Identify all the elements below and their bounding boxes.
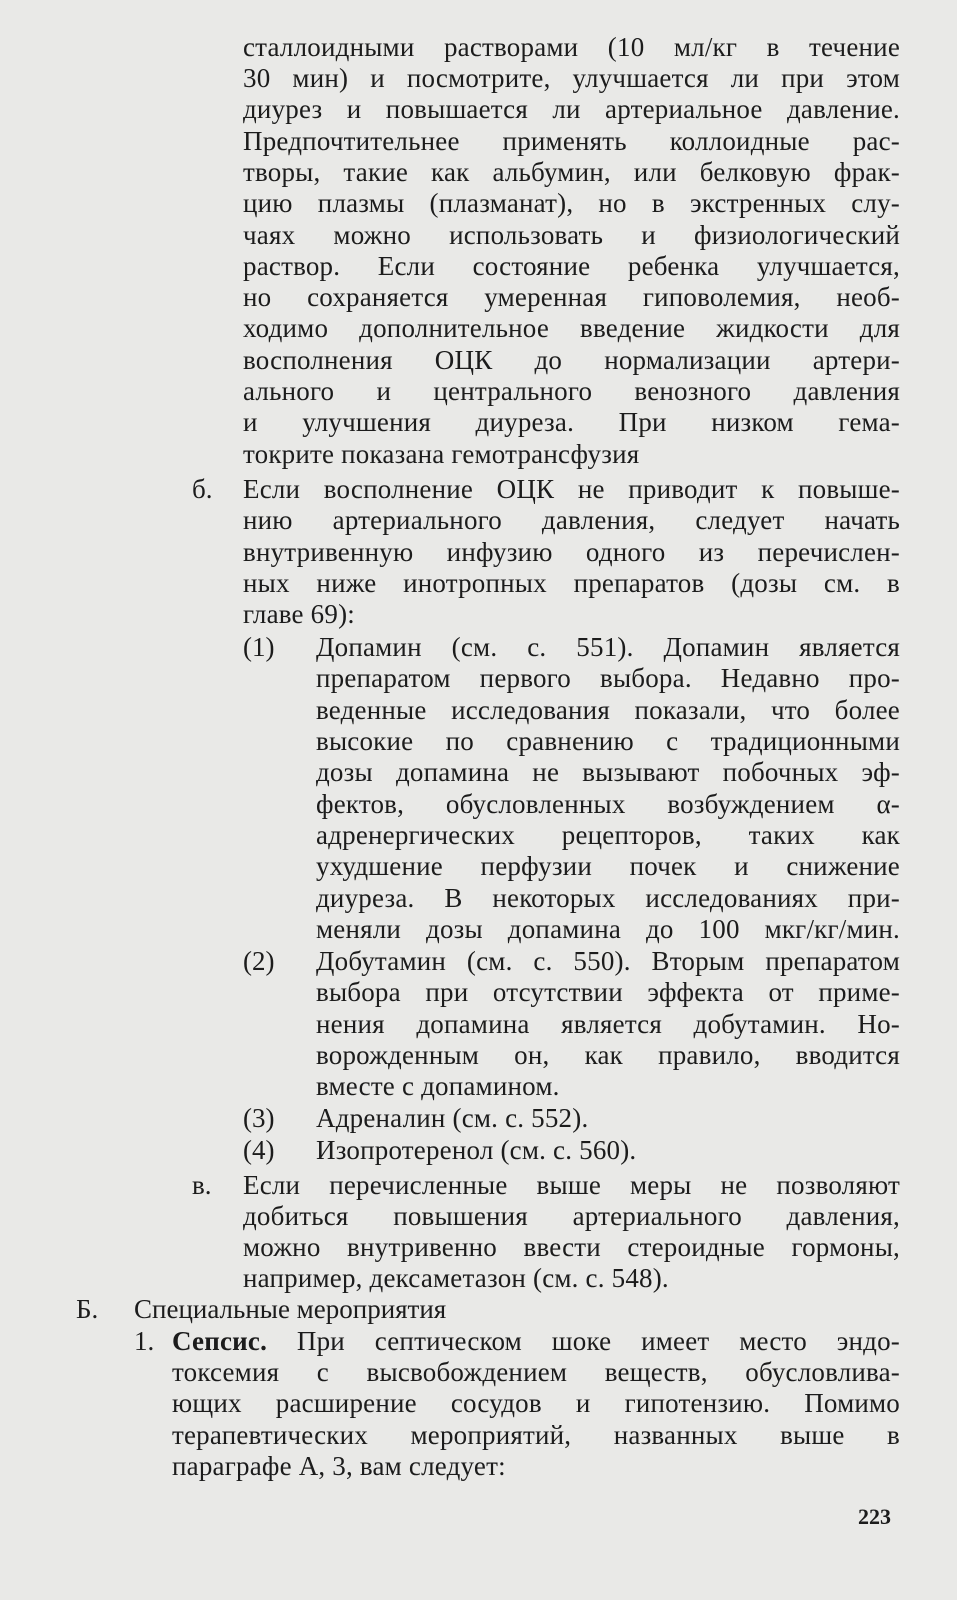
text-line: добиться повышения артериального давления, [243, 1201, 900, 1231]
text-line: токсемия с высвобождением веществ, обусловлива- [172, 1357, 900, 1387]
text-line: например, дексаметазон (см. с. 548). [243, 1263, 669, 1293]
text-line: токрите показана гемотрансфузия [243, 439, 640, 469]
text-line: вместе с допамином. [316, 1071, 560, 1101]
text-line: нию артериального давления, следует начать [243, 505, 900, 535]
text-line: Если восполнение ОЦК не приводит к повыше- [243, 474, 900, 504]
text-line: ального и центрального венозного давления [243, 376, 900, 406]
text-line: меняли дозы допамина до 100 мкг/кг/мин. [316, 914, 900, 944]
list-marker: 1. [134, 1326, 155, 1356]
text-line: чаях можно использовать и физиологический [243, 220, 900, 250]
text-line [172, 1326, 900, 1357]
text-line: выбора при отсутствии эффекта от приме- [316, 977, 900, 1007]
text-line: Если перечисленные выше меры не позволяют [243, 1170, 900, 1200]
text-line: нения допамина является добутамин. Но- [316, 1009, 900, 1039]
text-line: диуреза. В некоторых исследованиях при- [316, 883, 900, 913]
section-title: Специальные мероприятия [134, 1294, 447, 1324]
section-marker: Б. [76, 1294, 99, 1324]
text-line: ухудшение перфузии почек и снижение [316, 851, 900, 881]
text-line: сталлоидными растворами (10 мл/кг в течение [243, 32, 900, 62]
text-line: препаратом первого выбора. Недавно про- [316, 663, 900, 693]
text-line: но сохраняется умеренная гиповолемия, необ- [243, 282, 900, 312]
text-line: внутривенную инфузию одного из перечислен- [243, 537, 900, 567]
term: Сепсис. [172, 1326, 268, 1356]
list-marker: (3) [243, 1103, 275, 1133]
list-marker: (1) [243, 632, 275, 662]
text-line: ных ниже инотропных препаратов (дозы см. в [243, 568, 900, 598]
text-line: веденные исследования показали, что более [316, 695, 900, 725]
list-marker: (4) [243, 1135, 275, 1165]
text-line: дозы допамина не вызывают побочных эф- [316, 757, 900, 787]
text-line: Добутамин (см. с. 550). Вторым препаратом [316, 946, 900, 976]
text-line: ворожденным он, как правило, вводится [316, 1040, 900, 1070]
text-line: можно внутривенно ввести стероидные гормоны, [243, 1232, 900, 1262]
list-marker: б. [192, 474, 213, 504]
text-line: адренергических рецепторов, таких как [316, 820, 900, 850]
text-line: 30 мин) и посмотрите, улучшается ли при этом [243, 63, 900, 93]
text-fragment: При септическом шоке имеет место эндо- [267, 1326, 900, 1356]
text-line: восполнения ОЦК до нормализации артери- [243, 345, 900, 375]
text-line: Изопротеренол (см. с. 560). [316, 1135, 637, 1165]
text-line: высокие по сравнению с традиционными [316, 726, 900, 756]
text-line: творы, такие как альбумин, или белковую фрак- [243, 157, 900, 187]
text-line: параграфе А, 3, вам следует: [172, 1451, 506, 1481]
text-line: фектов, обусловленных возбуждением α- [316, 789, 900, 819]
text-line: Адреналин (см. с. 552). [316, 1103, 589, 1133]
text-line: ющих расширение сосудов и гипотензию. Помимо [172, 1388, 900, 1418]
text-line: и улучшения диуреза. При низком гема- [243, 407, 900, 437]
page-number: 223 [858, 1504, 891, 1529]
list-marker: в. [192, 1170, 212, 1200]
text-line: цию плазмы (плазманат), но в экстренных слу- [243, 188, 900, 218]
text-line: Допамин (см. с. 551). Допамин является [316, 632, 900, 662]
text-line: Предпочтительнее применять коллоидные рас- [243, 126, 900, 156]
text-line: диурез и повышается ли артериальное давление. [243, 94, 900, 124]
list-marker: (2) [243, 946, 275, 976]
text-line: главе 69): [243, 599, 355, 629]
text-line: раствор. Если состояние ребенка улучшается, [243, 251, 900, 281]
text-line: ходимо дополнительное введение жидкости для [243, 313, 900, 343]
text-line: терапевтических мероприятий, названных выше в [172, 1420, 900, 1450]
